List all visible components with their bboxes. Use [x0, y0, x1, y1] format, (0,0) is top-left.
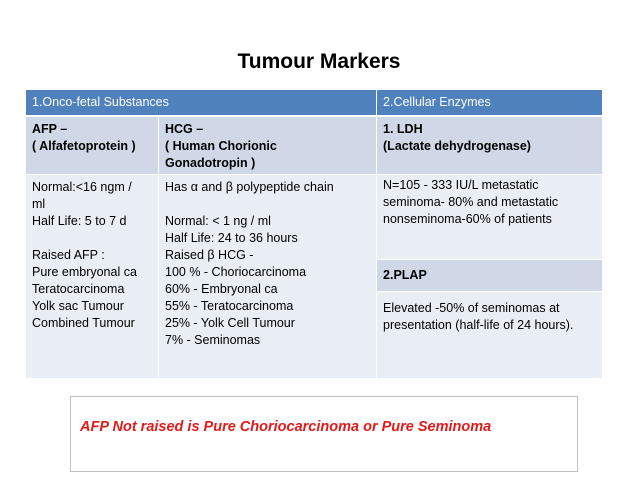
hcg-heading: HCG – ( Human Chorionic Gonadotropin ) [159, 116, 377, 175]
table-row-details [26, 175, 603, 260]
plap-heading: 2.PLAP [377, 259, 603, 291]
afp-heading: AFP – ( Alfafetoprotein ) [26, 116, 159, 175]
header-cellular-enzymes: 2.Cellular Enzymes [377, 90, 603, 117]
ldh-heading: 1. LDH (Lactate dehydrogenase) [377, 116, 603, 175]
table-row-headings [26, 116, 603, 175]
note-text: AFP Not raised is Pure Choriocarcinoma or Pure Seminoma [80, 419, 492, 435]
slide-title: Tumour Markers [237, 50, 401, 73]
table-header-row [26, 90, 603, 117]
tumour-markers-table [25, 89, 603, 379]
header-onco-fetal: 1.Onco-fetal Substances [26, 90, 377, 117]
ldh-details: N=105 - 333 IU/L metastatic seminoma- 80% and metastatic nonseminoma-60% of patients [377, 175, 603, 260]
hcg-details: Has α and β polypeptide chain Normal: < 1 ng / ml Half Life: 24 to 36 hours Raised β HCG - 100 % - Choriocarcinoma 60% - Embryonal ca 55% - Teratocarcinoma 25% - Yolk Cell Tumour 7% - Seminomas [159, 175, 377, 379]
afp-details: Normal:<16 ngm / ml Half Life: 5 to 7 d Raised AFP : Pure embryonal ca Teratocarcinoma Yolk sac Tumour Combined Tumour [26, 175, 159, 379]
plap-details: Elevated -50% of seminomas at presentation (half-life of 24 hours). [377, 292, 603, 379]
